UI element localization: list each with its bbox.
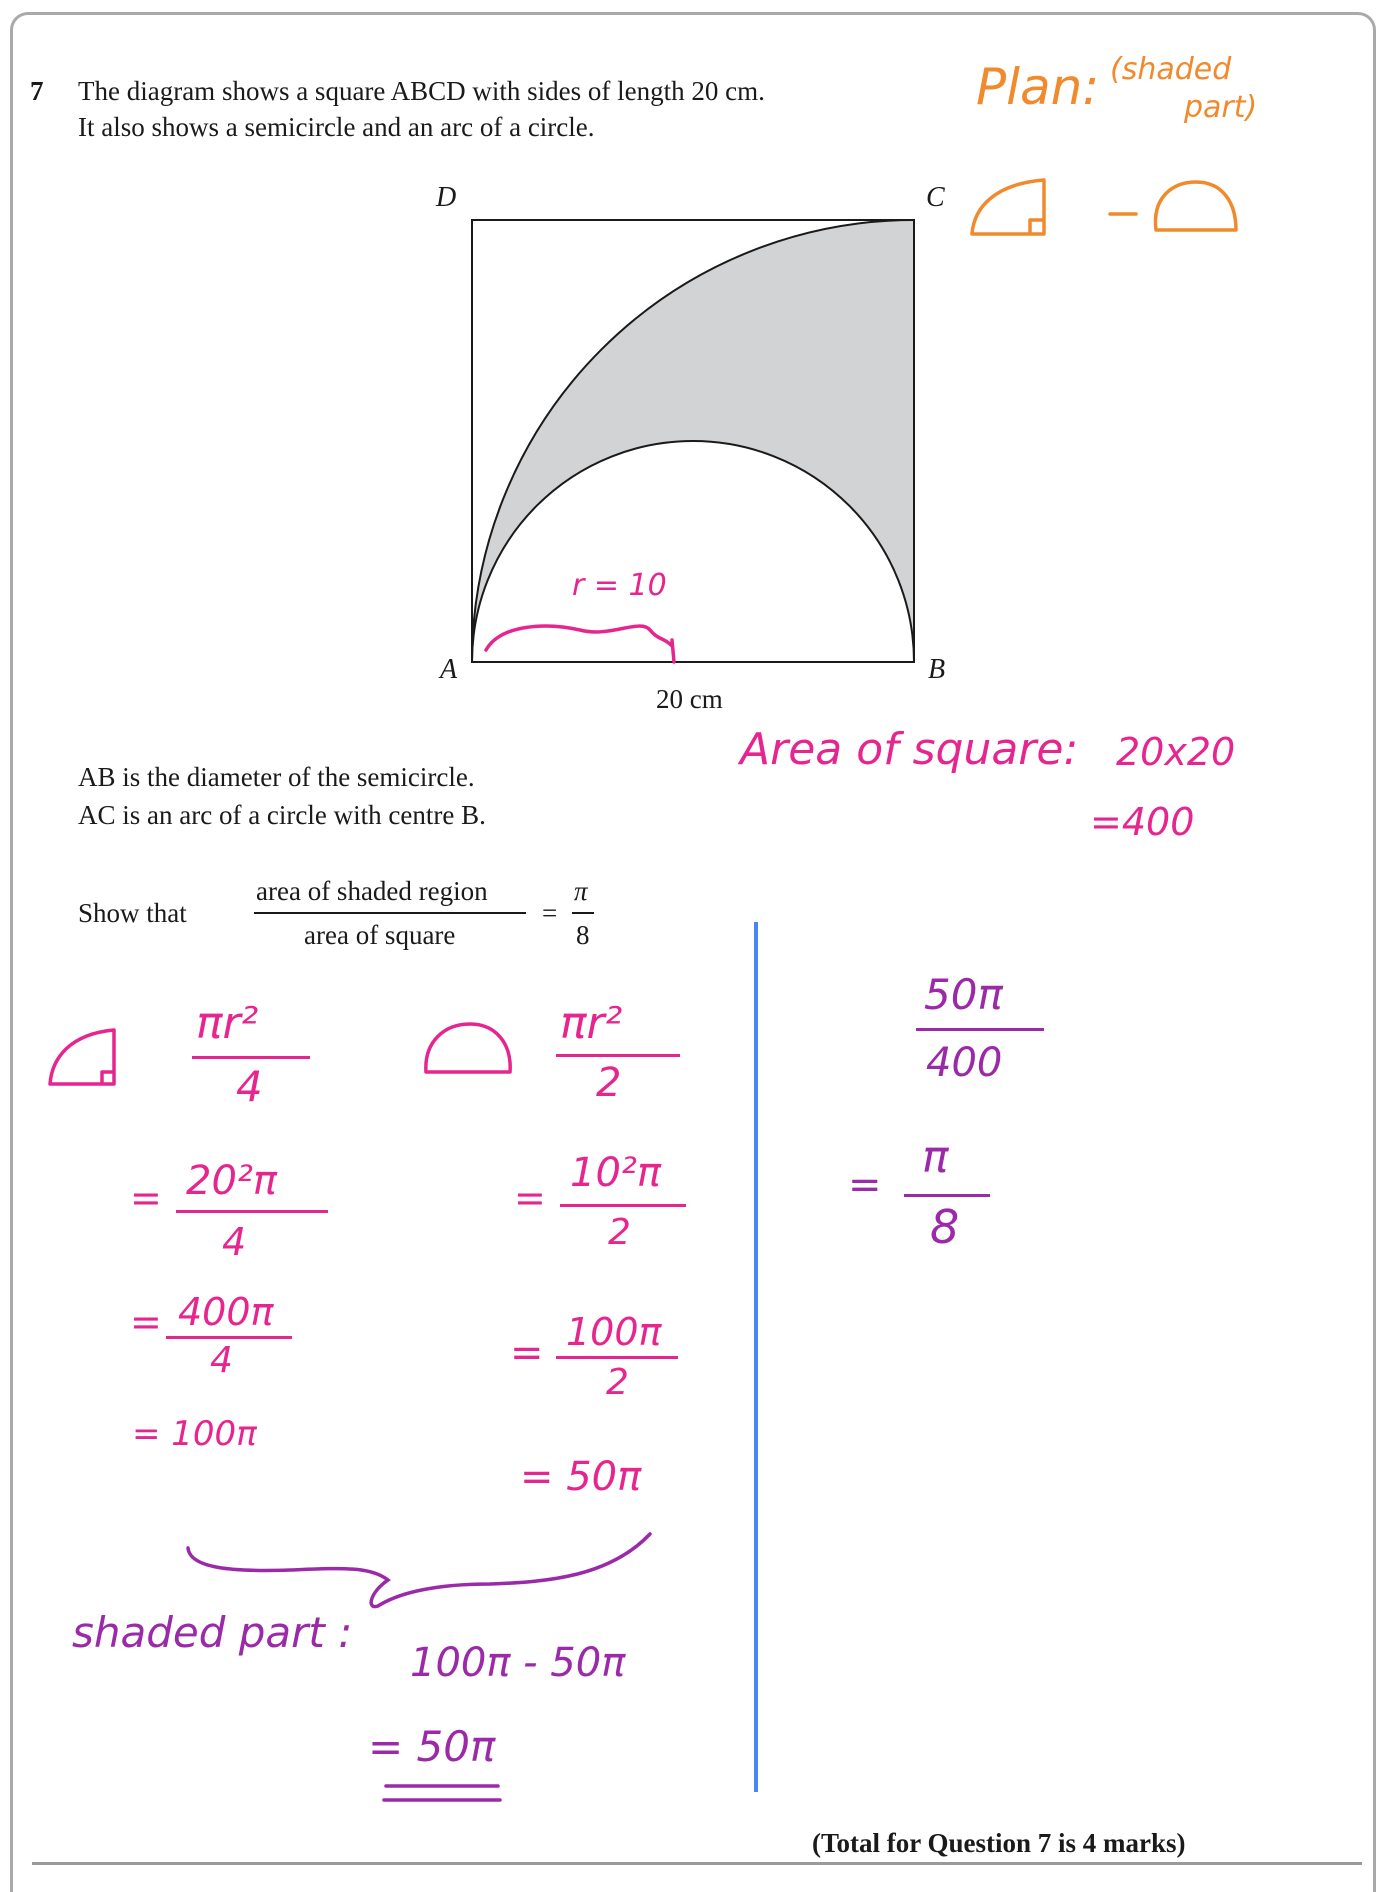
radius-note: r = 10 — [572, 568, 667, 603]
final-num: 50π — [924, 970, 1003, 1019]
radius-brace — [486, 626, 674, 662]
semi-step1-den: 2 — [608, 1212, 631, 1253]
semi-eq1: = — [514, 1176, 546, 1220]
area-square-result: =400 — [1090, 800, 1195, 844]
quarter-step2-den: 4 — [210, 1340, 233, 1381]
side-length-label: 20 cm — [656, 684, 723, 714]
quarter-circle-icon — [972, 180, 1044, 234]
quarter-step1-bar — [176, 1210, 328, 1213]
quarter-circle-sketch — [40, 1020, 130, 1100]
shaded-part-result: = 50π — [368, 1722, 496, 1771]
semi-step1-num: 10²π — [570, 1150, 662, 1196]
quarter-step1-den: 4 — [222, 1220, 247, 1264]
semi-area-num: πr² — [560, 998, 623, 1049]
working-divider — [754, 922, 758, 1792]
quarter-eq2: = — [130, 1300, 162, 1344]
question-number: 7 — [30, 76, 44, 106]
vertex-label-a: A — [440, 654, 458, 685]
plan-sketch — [960, 168, 1250, 248]
semi-frac-bar — [556, 1054, 680, 1057]
final-den: 400 — [926, 1040, 1003, 1086]
square-diagram — [0, 0, 1388, 760]
semi-step2-den: 2 — [606, 1362, 629, 1403]
final-result-num: π — [922, 1132, 949, 1183]
vertex-label-b: B — [928, 654, 946, 685]
quarter-step1-num: 20²π — [186, 1158, 278, 1204]
eight-denominator: 8 — [576, 920, 590, 950]
quarter-step2-bar — [166, 1336, 292, 1339]
vertex-label-d: D — [436, 182, 457, 213]
plan-label: Plan: — [976, 58, 1100, 116]
area-square-expr: 20x20 — [1116, 730, 1236, 774]
area-square-label: Area of square: — [740, 724, 1079, 775]
question-text-line1: The diagram shows a square ABCD with sides of length 20 cm. — [78, 76, 765, 106]
bottom-rule — [32, 1862, 1362, 1865]
vertex-label-c: C — [926, 182, 945, 213]
equals-sign: = — [542, 898, 558, 928]
semi-area-den: 2 — [596, 1060, 622, 1106]
quarter-area-num: πr² — [196, 998, 259, 1049]
statement-diameter: AB is the diameter of the semicircle. — [78, 762, 475, 792]
semi-step1-bar — [560, 1204, 686, 1207]
show-that-label: Show that — [78, 898, 187, 928]
semi-step2-bar — [556, 1356, 678, 1359]
fraction-denominator: area of square — [304, 920, 456, 950]
combine-brace — [170, 1520, 670, 1620]
plan-part: part) — [1184, 90, 1258, 125]
semi-result: = 50π — [520, 1454, 642, 1500]
pi-symbol: π — [574, 876, 588, 906]
semi-eq2: = — [510, 1330, 544, 1376]
quarter-step2-num: 400π — [178, 1290, 274, 1334]
semicircle-icon — [1155, 182, 1236, 230]
semicircle-sketch — [420, 1014, 520, 1084]
final-result-den: 8 — [930, 1200, 960, 1254]
plan-shaded: (shaded — [1110, 52, 1232, 87]
quarter-frac-bar — [192, 1056, 310, 1059]
final-eq: = — [848, 1162, 882, 1208]
double-underline — [380, 1780, 520, 1810]
quarter-result: = 100π — [132, 1414, 257, 1454]
quarter-eq1: = — [130, 1176, 162, 1220]
quarter-area-den: 4 — [236, 1062, 263, 1111]
question-text-line2: It also shows a semicircle and an arc of a circle. — [78, 112, 595, 142]
final-frac-bar — [916, 1028, 1044, 1031]
semi-step2-num: 100π — [566, 1310, 662, 1354]
shaded-part-label: shaded part : — [72, 1608, 353, 1657]
shaded-part-expr: 100π - 50π — [410, 1640, 626, 1686]
statement-arc: AC is an arc of a circle with centre B. — [78, 800, 486, 830]
fraction-numerator: area of shaded region — [256, 876, 488, 906]
pi-fraction-bar — [572, 912, 594, 914]
total-marks: (Total for Question 7 is 4 marks) — [812, 1828, 1186, 1858]
fraction-bar — [254, 912, 526, 914]
final-result-bar — [904, 1194, 990, 1197]
